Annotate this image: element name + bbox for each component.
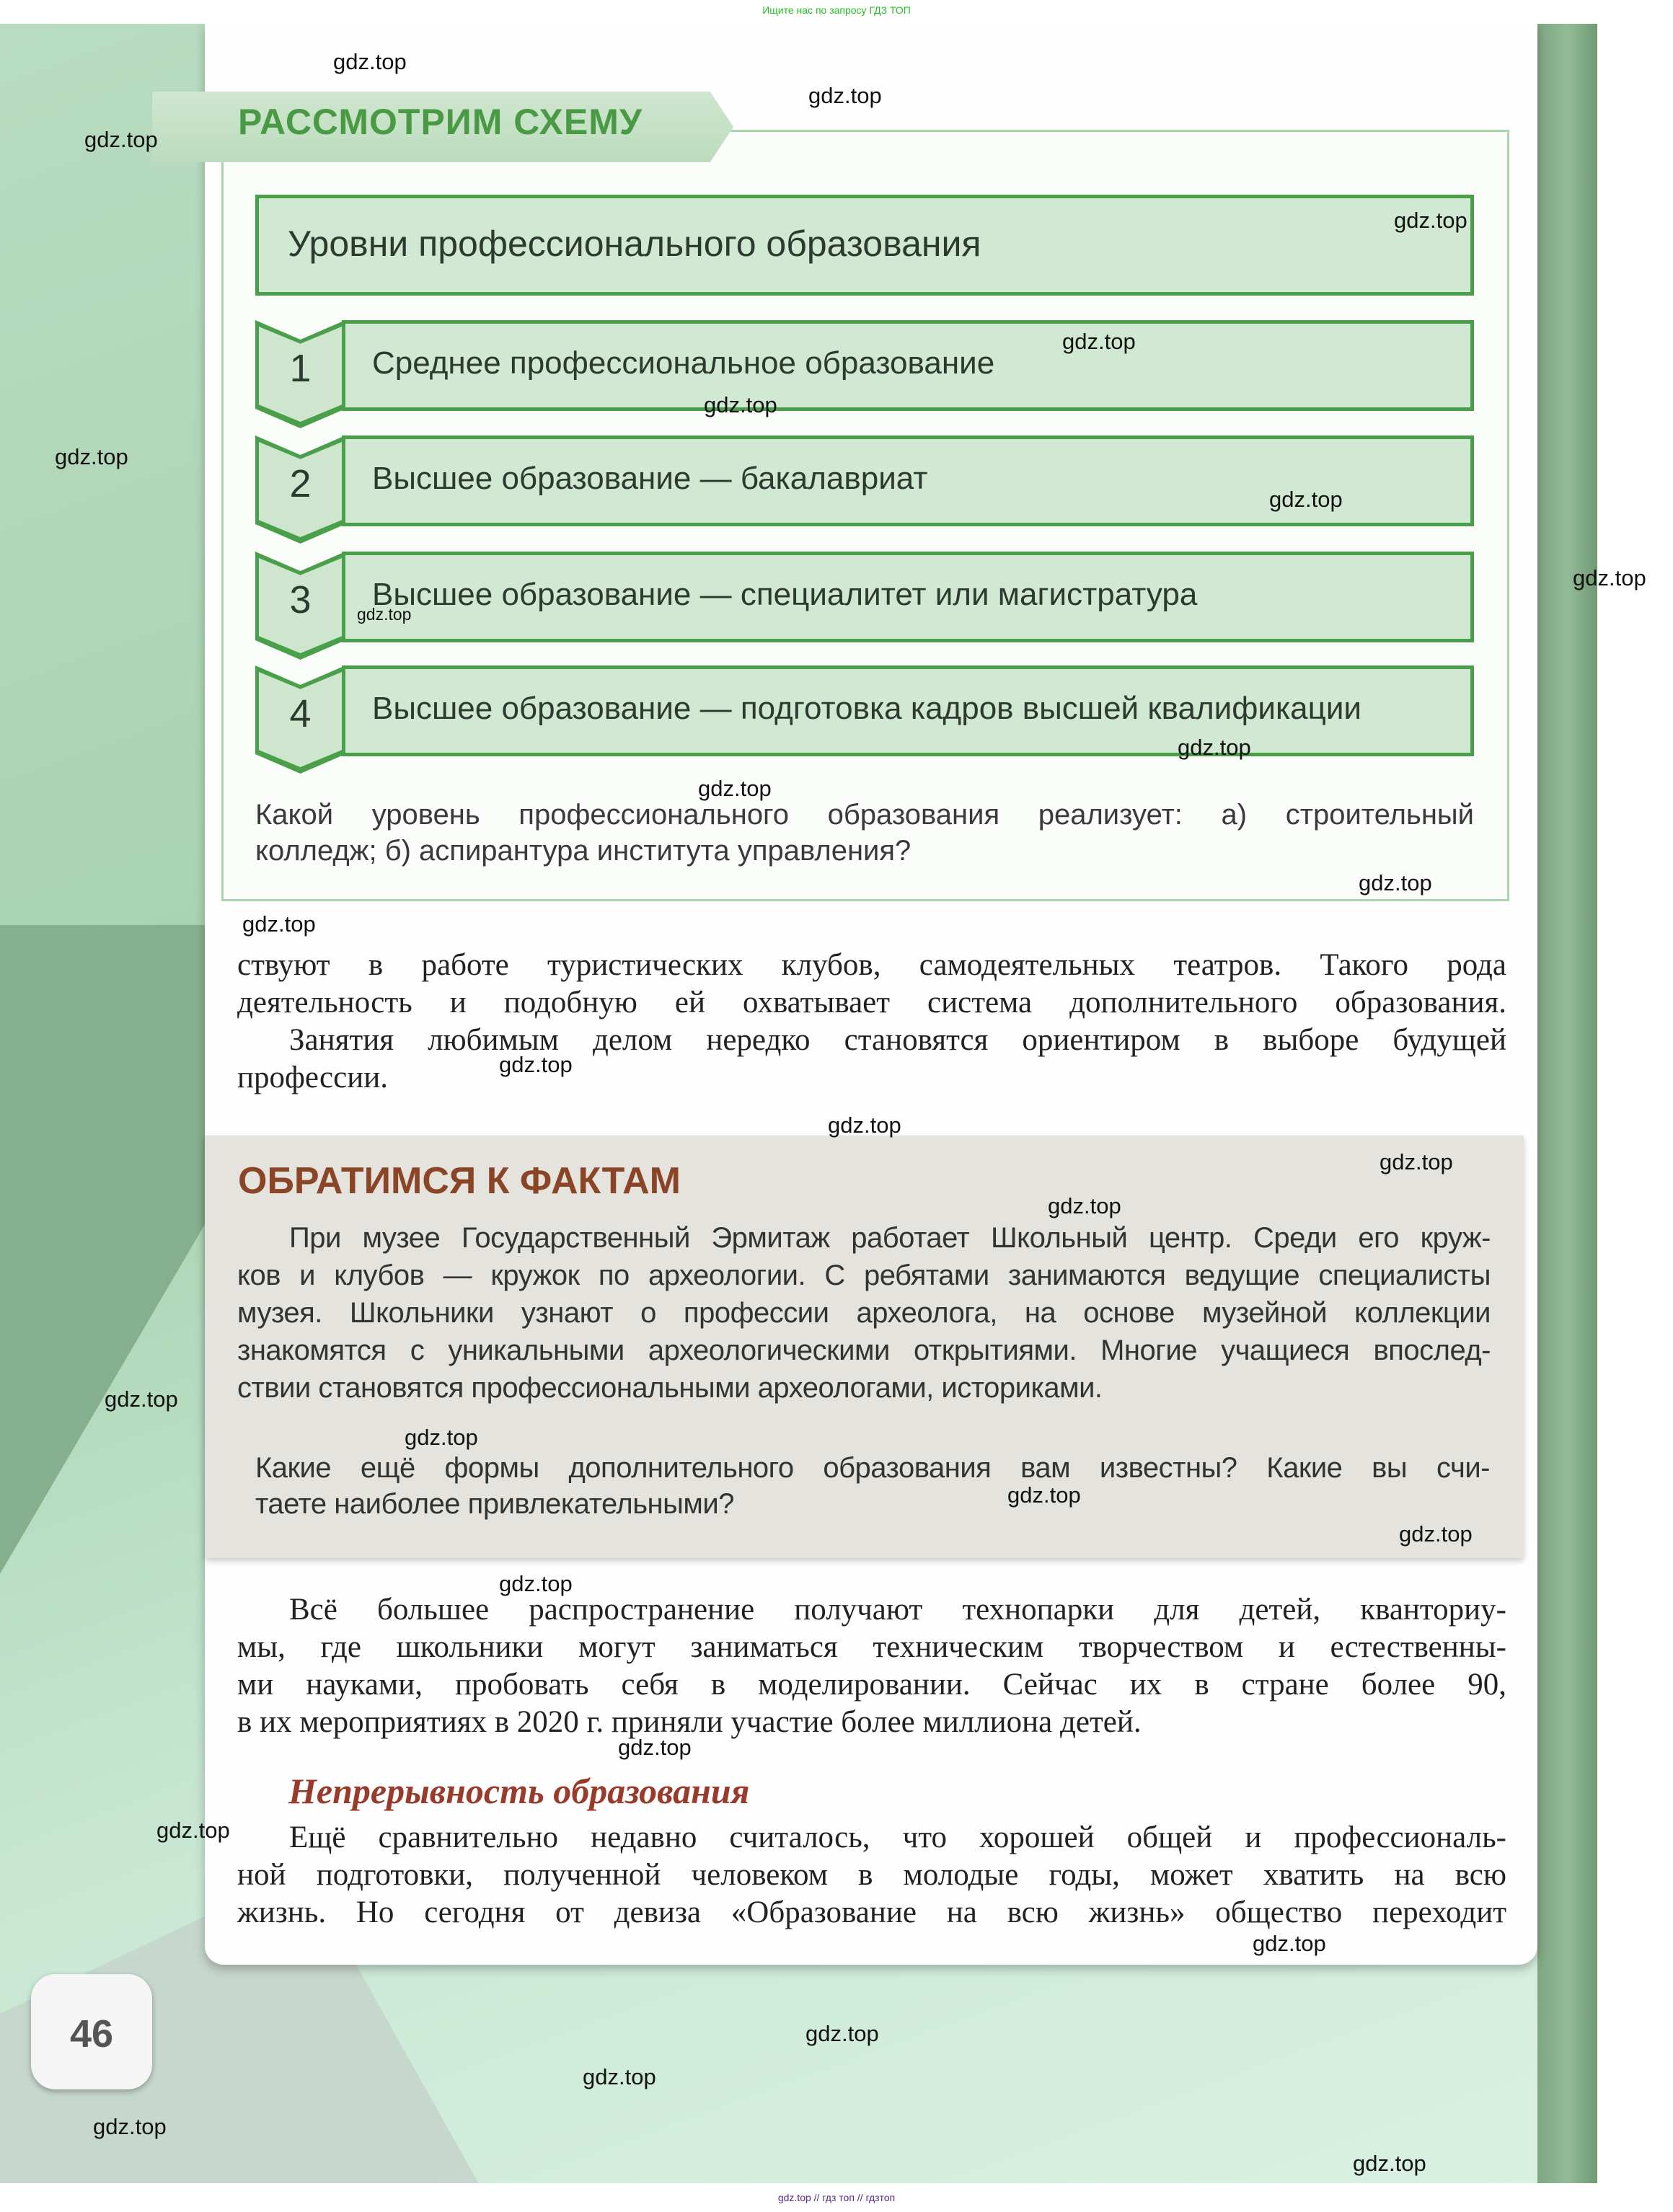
body-line: Ещё сравнительно недавно считалось, что хорошей общей и профессиональ-: [289, 1821, 1506, 1854]
watermark: gdz.top: [1380, 1149, 1453, 1174]
levels-title-box: [255, 195, 1474, 296]
level-number: 4: [289, 692, 312, 735]
level-label: Высшее образование — бакалавриат: [372, 461, 928, 496]
watermark: gdz.top: [618, 1735, 692, 1760]
watermark: gdz.top: [405, 1425, 478, 1450]
watermark: gdz.top: [499, 1052, 573, 1077]
watermark: gdz.top: [1353, 2151, 1426, 2176]
body-line: в их мероприятиях в 2020 г. приняли участие более миллиона детей.: [237, 1705, 1142, 1739]
top-banner: Ищите нас по запросу ГДЗ ТОП: [762, 4, 911, 16]
watermark: gdz.top: [828, 1112, 901, 1138]
facts-line: ствии становятся профессиональными археологами, историками.: [237, 1372, 1103, 1404]
level-bar: [342, 435, 1474, 526]
watermark: gdz.top: [105, 1386, 178, 1412]
facts-heading: ОБРАТИМСЯ К ФАКТАМ: [238, 1160, 681, 1202]
watermark: gdz.top: [1178, 735, 1251, 760]
level-label: Высшее образование — подготовка кадров высшей квалификации: [372, 691, 1362, 726]
body-line: Всё большее распространение получают технопарки для детей, кванториу-: [289, 1593, 1506, 1627]
level-label: Высшее образование — специалитет или магистратура: [372, 577, 1198, 612]
body-line: ствуют в работе туристических клубов, самодеятельных театров. Такого рода: [237, 948, 1506, 982]
watermark: gdz.top: [93, 2114, 167, 2139]
level-row-1: [255, 320, 1474, 411]
body-line: мы, где школьники могут заниматься техническим творчеством и естественны-: [237, 1630, 1506, 1664]
watermark: gdz.top: [84, 127, 158, 152]
watermark: gdz.top: [808, 83, 882, 108]
facts-line: музея. Школьники узнают о профессии археолога, на основе музейной коллекции: [237, 1297, 1491, 1329]
watermark: gdz.top: [499, 1571, 573, 1596]
level-label: Среднее профессиональное образование: [372, 345, 995, 381]
watermark: gdz.top: [1399, 1521, 1473, 1547]
watermark: gdz.top: [55, 444, 128, 469]
decor-left-band: [0, 925, 209, 1574]
watermark: gdz.top: [1253, 1931, 1326, 1956]
watermark: gdz.top: [1394, 208, 1467, 233]
body-line: деятельность и подобную ей охватывает система дополнительного образования.: [237, 986, 1506, 1019]
facts-question-line: таете наиболее привлекательными?: [255, 1488, 734, 1520]
watermark: gdz.top: [1007, 1482, 1081, 1508]
scheme-question-line: колледж; б) аспирантура института управления?: [255, 835, 911, 867]
decor-right-strip: [1537, 24, 1597, 2183]
level-number: 2: [289, 462, 312, 505]
level-number: 3: [289, 578, 312, 621]
body-line: ми науками, пробовать себя в моделировании. Сейчас их в стране более 90,: [237, 1668, 1506, 1702]
watermark: gdz.top: [1062, 329, 1136, 354]
level-row-2: [255, 435, 1474, 526]
level-row-4: [255, 665, 1474, 756]
watermark: gdz.top: [704, 392, 777, 417]
body-line: профессии.: [237, 1061, 388, 1094]
facts-line: ков и клубов — кружок по археологии. С ребятами занимаются ведущие специалисты: [237, 1260, 1491, 1291]
watermark: gdz.top: [1269, 487, 1343, 512]
watermark: gdz.top: [1048, 1193, 1121, 1218]
facts-line: знакомятся с уникальными археологическими открытиями. Многие учащиеся впослед-: [237, 1335, 1491, 1366]
levels-title: Уровни профессионального образования: [288, 224, 981, 264]
watermark: gdz.top: [1573, 565, 1646, 590]
scheme-heading: РАССМОТРИМ СХЕМУ: [238, 102, 643, 142]
bottom-banner: gdz.top // гдз топ // гдзтоп: [777, 2192, 896, 2203]
watermark: gdz.top: [156, 1818, 230, 1843]
watermark: gdz.top: [698, 776, 772, 801]
facts-line: При музее Государственный Эрмитаж работает Школьный центр. Среди его круж-: [289, 1222, 1491, 1254]
level-bar: [342, 665, 1474, 756]
watermark: gdz.top: [333, 49, 407, 74]
scheme-question-line: Какой уровень профессионального образования реализует: а) строительный: [255, 799, 1474, 831]
watermark: gdz.top: [242, 911, 316, 937]
body-line: ной подготовки, полученной человеком в молодые годы, может хватить на всю: [237, 1858, 1506, 1892]
watermark: gdz.top: [805, 2021, 879, 2046]
page-number: 46: [69, 2012, 114, 2056]
level-bar: [342, 320, 1474, 411]
body-line: жизнь. Но сегодня от девиза «Образование на всю жизнь» общество переходит: [237, 1895, 1506, 1929]
watermark: gdz.top: [1359, 870, 1432, 895]
watermark: gdz.top: [583, 2064, 656, 2089]
body-line: Занятия любимым делом нередко становятся ориентиром в выборе будущей: [289, 1023, 1506, 1057]
facts-question-line: Какие ещё формы дополнительного образования вам известны? Какие вы счи-: [255, 1452, 1490, 1484]
level-number: 1: [289, 347, 312, 390]
section-heading: Непрерывность образования: [288, 1771, 750, 1811]
watermark: gdz.top: [357, 605, 412, 624]
level-bar: [342, 552, 1474, 642]
level-row-3: [255, 552, 1474, 642]
